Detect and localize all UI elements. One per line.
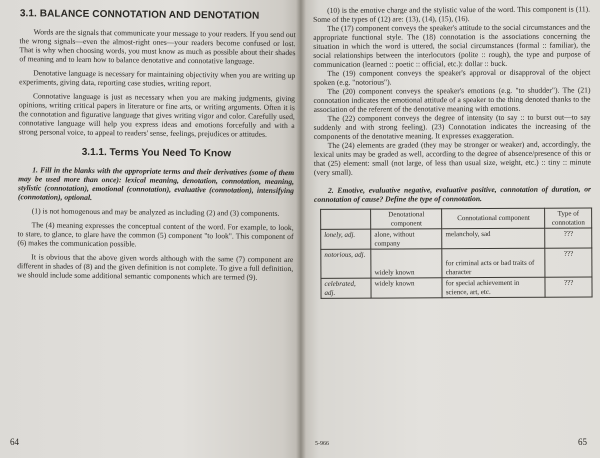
table-row [321, 277, 592, 298]
table-cell: for criminal acts or bad traits of character [442, 248, 545, 278]
table-cell-word: lonely, adj. [321, 229, 371, 249]
right-page [301, 0, 600, 458]
right-page-content [301, 0, 600, 299]
table-cell: widely known [371, 278, 442, 298]
table-cell: for special achievement in science, art, etc. [442, 277, 545, 298]
right-paragraph-5: The (22) component conveys the degree of intensity (to say :: to burst out—to say suddenly and with strong feeling). (23) Connotation indicates the increasing of the components of the denotative meaning. It expresses exaggeration. [313, 112, 591, 141]
table-row [321, 248, 592, 278]
printer-signature: 5-966 [315, 441, 329, 447]
right-paragraph-3: The (19) component conveys the speaker's approval or disapproval of the object spoken (e.g. "notorious"). [313, 67, 591, 87]
table-header-cell: Connotational component [442, 208, 545, 229]
table-header-row [321, 208, 592, 229]
table-cell: ??? [545, 277, 592, 297]
table-cell: ??? [545, 228, 592, 248]
right-paragraph-4: The (20) component conveys the speaker's emotions (e.g. "to shudder"). The (21) connotation indicates the emotional attitude of a speaker to the thing denoted thanks to the association of the referent of the denotative meaning with emotions. [313, 85, 591, 114]
blank-paragraph-1: (1) is not homogenous and may be analyzed as including (2) and (3) components. [31, 206, 280, 218]
section-heading: 3.1. BALANCE CONNOTATION AND DENOTATION [19, 8, 260, 22]
book-spine-shadow [296, 0, 306, 458]
table-row [321, 228, 592, 249]
blank-paragraph-3: It is obvious that the above given words although with the same (7) component are different in shades of (8) and the given definition is not complete. To give a full definition, we should include some additional semantic components which are termed (9). [17, 252, 294, 282]
right-page-number: 65 [578, 437, 587, 447]
left-page-content [0, 0, 296, 282]
table-cell: melancholy, sad [442, 228, 545, 249]
blank-paragraph-2: The (4) meaning expresses the conceptual content of the word. For example, to look, to stare, to glance, to glare have the common (5) component "to look". This component of (6) makes the communication possible. [17, 220, 294, 249]
right-paragraph-1: (10) is the emotive charge and the stylistic value of the word. This component is (11). Some of the types of (12) are: (13), (14), (15), (16). [313, 4, 591, 24]
table-cell: ??? [545, 248, 592, 277]
left-page-number: 64 [10, 437, 19, 447]
right-paragraph-2: The (17) component conveys the speaker's attitude to the social circumstances and the appropriate functional style. The (18) connotation is the associations concerning the situation in which the word is uttered, the social circumstances (formal :: familiar), the social relationships between the interlocutors (polite :: rough), the type and purpose of communication (learned :: poetic :: official, etc.): dollar :: buck. [313, 22, 591, 69]
table-header-cell: Denotational component [371, 209, 442, 229]
table-cell: alone, without company [371, 229, 442, 249]
intro-paragraph: Words are the signals that communicate your message to your readers. If you send out the wrong signals—even the almost-right ones—your readers become confused or lost. That is why when choosing words, you must know as much as possible about their shades of meaning and to learn how to balance denotative and connotative language. [19, 27, 296, 66]
table-cell-word: notorious, adj. [321, 249, 371, 278]
task-1-instructions: 1. Fill in the blanks with the appropriate terms and their derivatives (some of them may be used more than once): lexical meaning, denotation, connotation, meaning, stylistic (connotation), emotional (connotation), evaluative (connotation), intensifying (connotation), optional. [17, 165, 295, 202]
task-2-instructions: 2. Emotive, evaluative negative, evaluative positive, connotation of duration, or connotation of cause? Define the type of connotation. [314, 184, 592, 204]
denotative-paragraph: Denotative language is necessary for maintaining objectivity when you are writing up experiments, giving data, reporting case studies, writing report. [19, 68, 296, 89]
table-cell-word: celebrated, adj. [321, 278, 371, 298]
right-paragraph-6: The (24) elements are graded (they may be stronger or weaker) and, accordingly, the lexical units may be graded as well, according to the degree of absence/presence of this or that (25) element: small (not large, of less than usual size, weight, etc.) :: tiny :: minute (very small). [313, 139, 591, 177]
table-cell: widely known [371, 249, 442, 278]
table-header-cell [321, 209, 371, 229]
connotative-paragraph: Connotative language is just as necessary when you are making judgments, giving opinions, writing critical papers in literature or fine arts, or writing arguments. Often it is the connotation and figurative language that gives writing vigor and color. Carefully used, connotative language will help you express ideas and emotions forcefully and with a strong personal voice, to appeal to readers' sense, feelings, prejudices or attitudes. [18, 91, 296, 139]
subsection-heading: 3.1.1. Terms You Need To Know [81, 146, 232, 160]
table-header-cell: Type of connotation [545, 208, 592, 228]
connotation-table [320, 207, 592, 298]
